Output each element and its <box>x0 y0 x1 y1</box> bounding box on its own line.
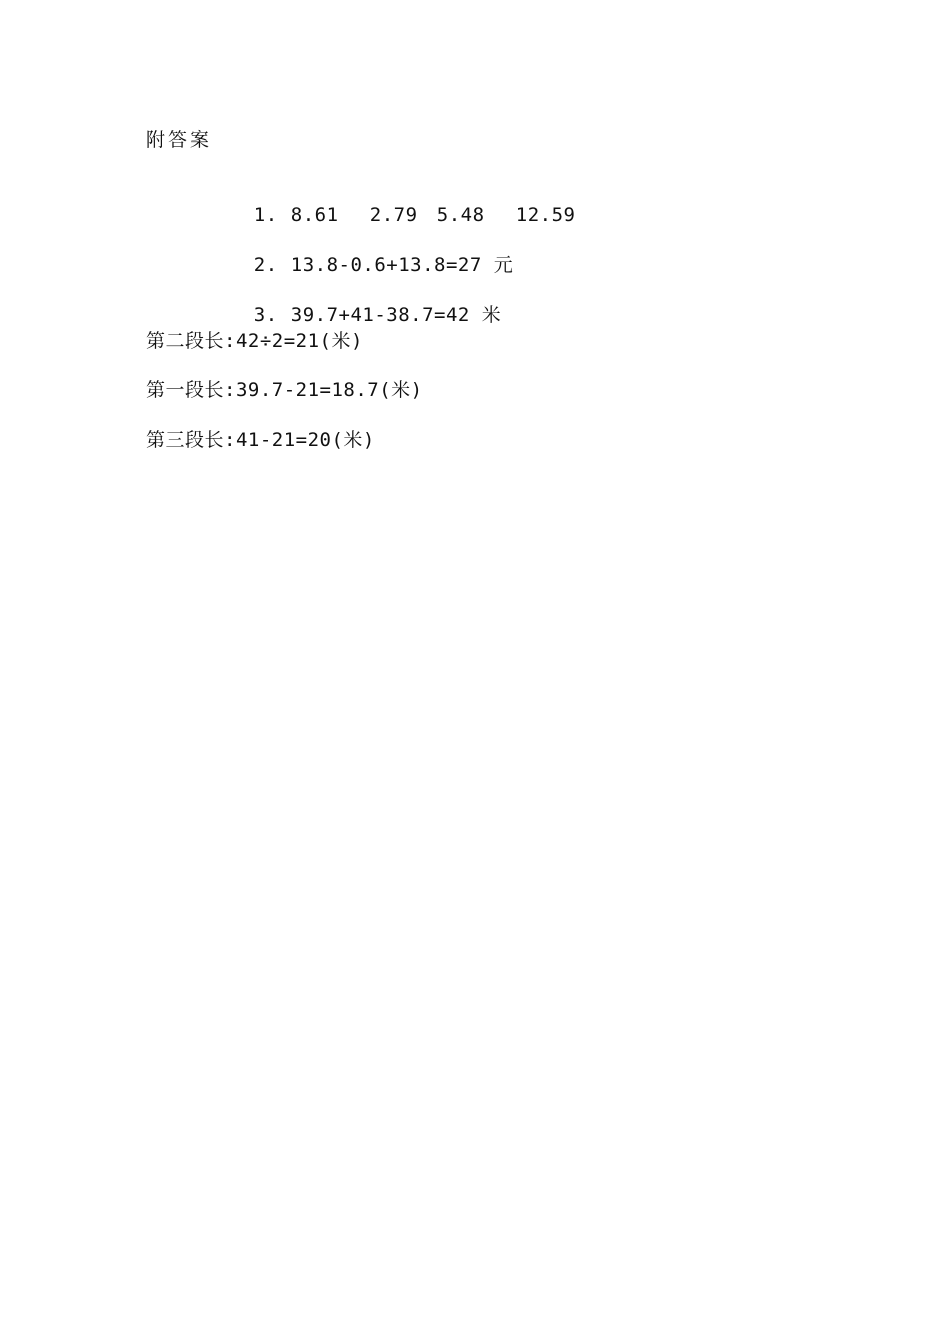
solution-step-second-segment: 第二段长:42÷2=21(米) <box>146 330 363 352</box>
item-number: 2. <box>253 254 278 276</box>
answer-heading: 附答案 <box>146 129 213 151</box>
solution-step-first-segment: 第一段长:39.7-21=18.7(米) <box>146 379 423 401</box>
item-number: 3. <box>253 304 278 326</box>
item-number: 1. <box>253 204 278 226</box>
answer-value: 8.61 <box>290 204 339 226</box>
answer-value: 5.48 <box>436 204 485 226</box>
answer-equation: 39.7+41-38.7=42 米 <box>290 304 502 326</box>
answer-value: 12.59 <box>515 204 576 226</box>
answer-equation: 13.8-0.6+13.8=27 元 <box>290 254 514 276</box>
solution-step-third-segment: 第三段长:41-21=20(米) <box>146 429 375 451</box>
answer-value: 2.79 <box>369 204 418 226</box>
